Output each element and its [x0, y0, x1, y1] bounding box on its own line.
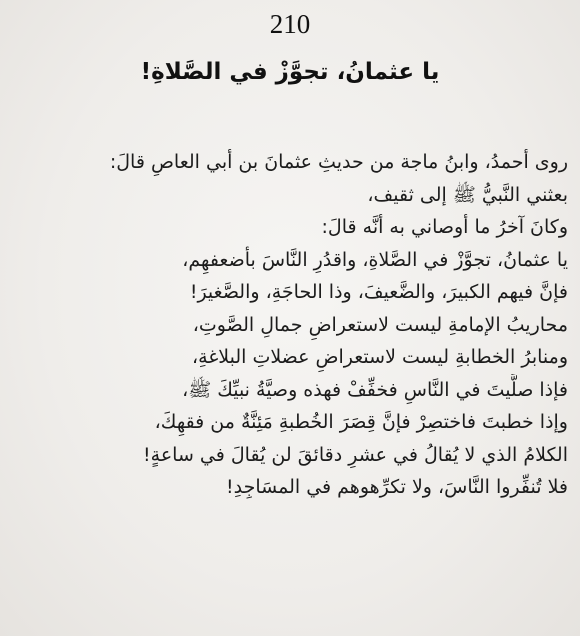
body-text: [14, 146, 568, 504]
body-line: محاريبُ الإمامةِ ليست لاستعراضِ جمالِ الصَّوتِ،: [192, 313, 568, 336]
body-line: بعثني النَّبيُّ ﷺ إلى ثقيف،: [367, 183, 568, 206]
body-line: فإنَّ فيهم الكبيرَ، والضَّعيفَ، وذا الحاجَةِ، والصَّغيرَ!: [189, 281, 568, 303]
body-line: الكلامُ الذي لا يُقالُ في عشرِ دقائقَ لن يُقالَ في ساعةٍ!: [143, 443, 568, 466]
body-line: وإذا خطبتَ فاختصِرْ فإنَّ قِصَرَ الخُطبةِ مَئِنَّةٌ من فقهِكَ،: [154, 411, 568, 433]
body-line: ومنابرُ الخطابةِ ليست لاستعراضِ عضلاتِ البلاغةِ،: [192, 346, 568, 368]
body-line: فإذا صلَّيتَ في النَّاسِ فخفِّفْ فهذه وصيَّةُ نبيِّكَ ﷺ،: [182, 378, 568, 401]
body-line: يا عثمانُ، تجوَّزْ في الصَّلاةِ، واقدُرِ النَّاسَ بأضعفهِم،: [182, 248, 568, 271]
body-line: وكانَ آخرُ ما أوصاني به أنَّه قالَ:: [321, 216, 568, 238]
body-line: فلا تُنفِّروا النَّاسَ، ولا تكرِّهوهم في المسَاجِدِ!: [226, 476, 568, 498]
page-number: 210: [269, 9, 311, 39]
body-line: روى أحمدُ، وابنُ ماجة من حديثِ عثمانَ بن أبي العاصِ قالَ:: [109, 151, 568, 173]
chapter-title: يا عثمانُ، تجوَّزْ في الصَّلاةِ!: [140, 59, 440, 85]
